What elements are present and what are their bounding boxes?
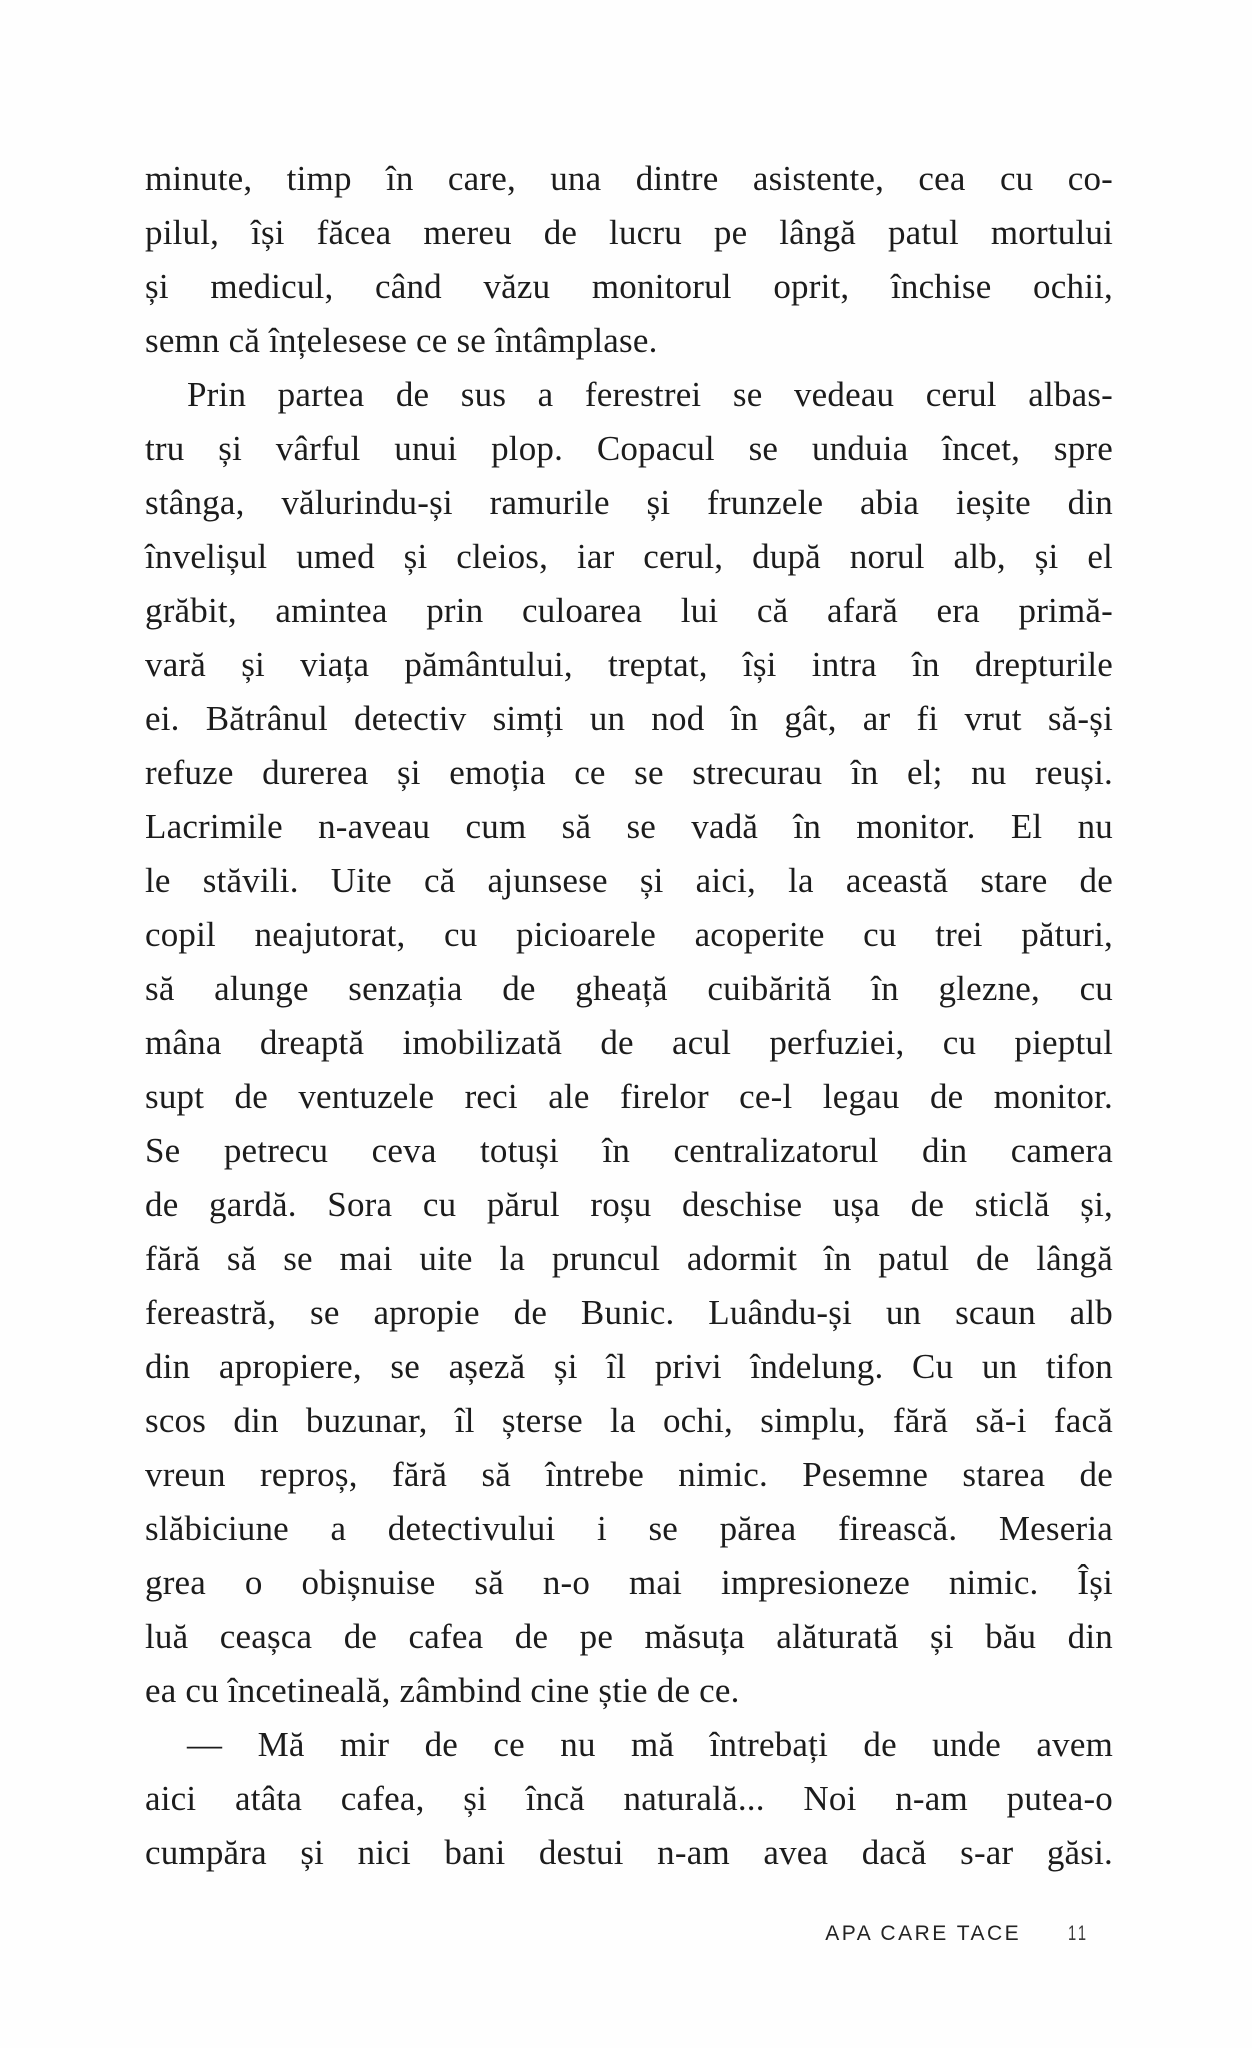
text-line: și medicul, când văzu monitorul oprit, închise ochii, (145, 267, 1113, 306)
body-text (145, 152, 1113, 1880)
text-line: mâna dreaptă imobilizată de acul perfuziei, cu pieptul (145, 1023, 1113, 1062)
text-line: ei. Bătrânul detectiv simți un nod în gât, ar fi vrut să-și (145, 699, 1113, 738)
text-line: vreun reproș, fără să întrebe nimic. Pesemne starea de (145, 1455, 1113, 1494)
text-line: tru și vârful unui plop. Copacul se unduia încet, spre (145, 429, 1113, 468)
text-line: minute, timp în care, una dintre asistente, cea cu co- (145, 159, 1113, 198)
page-footer (825, 1922, 1089, 1946)
text-line: stânga, vălurindu-și ramurile și frunzele abia ieșite din (145, 483, 1113, 522)
text-line: luă ceașca de cafea de pe măsuța alăturată și bău din (145, 1617, 1113, 1656)
text-line: învelișul umed și cleios, iar cerul, după norul alb, și el (145, 537, 1113, 576)
text-line: fără să se mai uite la pruncul adormit în patul de lângă (145, 1239, 1113, 1278)
text-line: din apropiere, se așeză și îl privi îndelung. Cu un tifon (145, 1347, 1113, 1386)
text-line: grăbit, amintea prin culoarea lui că afară era primă- (145, 591, 1113, 630)
footer-running-title: APA CARE TACE (825, 1922, 1022, 1945)
text-line: grea o obișnuise să n-o mai impresioneze nimic. Își (145, 1563, 1113, 1602)
text-line: de gardă. Sora cu părul roșu deschise ușa de sticlă și, (145, 1185, 1113, 1224)
text-line: semn că înțelesese ce se întâmplase. (145, 321, 658, 360)
footer-page-number: 11 (1068, 1922, 1089, 1945)
text-line: scos din buzunar, îl șterse la ochi, simplu, fără să-i facă (145, 1401, 1113, 1440)
text-line: fereastră, se apropie de Bunic. Luându-și un scaun alb (145, 1293, 1113, 1332)
text-line: Se petrecu ceva totuși în centralizatorul din camera (145, 1131, 1113, 1170)
text-line: ea cu încetineală, zâmbind cine știe de ce. (145, 1671, 740, 1710)
text-line: cumpăra și nici bani destui n-am avea dacă s-ar găsi. (145, 1833, 1113, 1872)
text-line: refuze durerea și emoția ce se strecurau în el; nu reuși. (145, 753, 1113, 792)
text-line: aici atâta cafea, și încă naturală... Noi n-am putea-o (145, 1779, 1113, 1818)
text-line: să alunge senzația de gheață cuibărită în glezne, cu (145, 969, 1113, 1008)
text-line: Lacrimile n-aveau cum să se vadă în monitor. El nu (145, 807, 1113, 846)
text-line: — Mă mir de ce nu mă întrebați de unde avem (187, 1725, 1113, 1764)
text-line: Prin partea de sus a ferestrei se vedeau cerul albas- (187, 375, 1113, 414)
text-line: supt de ventuzele reci ale firelor ce-l legau de monitor. (145, 1077, 1113, 1116)
text-line: vară și viața pământului, treptat, își intra în drepturile (145, 645, 1113, 684)
text-line: slăbiciune a detectivului i se părea firească. Meseria (145, 1509, 1113, 1548)
text-line: le stăvili. Uite că ajunsese și aici, la această stare de (145, 861, 1113, 900)
text-line: pilul, își făcea mereu de lucru pe lângă patul mortului (145, 213, 1113, 252)
text-line: copil neajutorat, cu picioarele acoperite cu trei pături, (145, 915, 1113, 954)
